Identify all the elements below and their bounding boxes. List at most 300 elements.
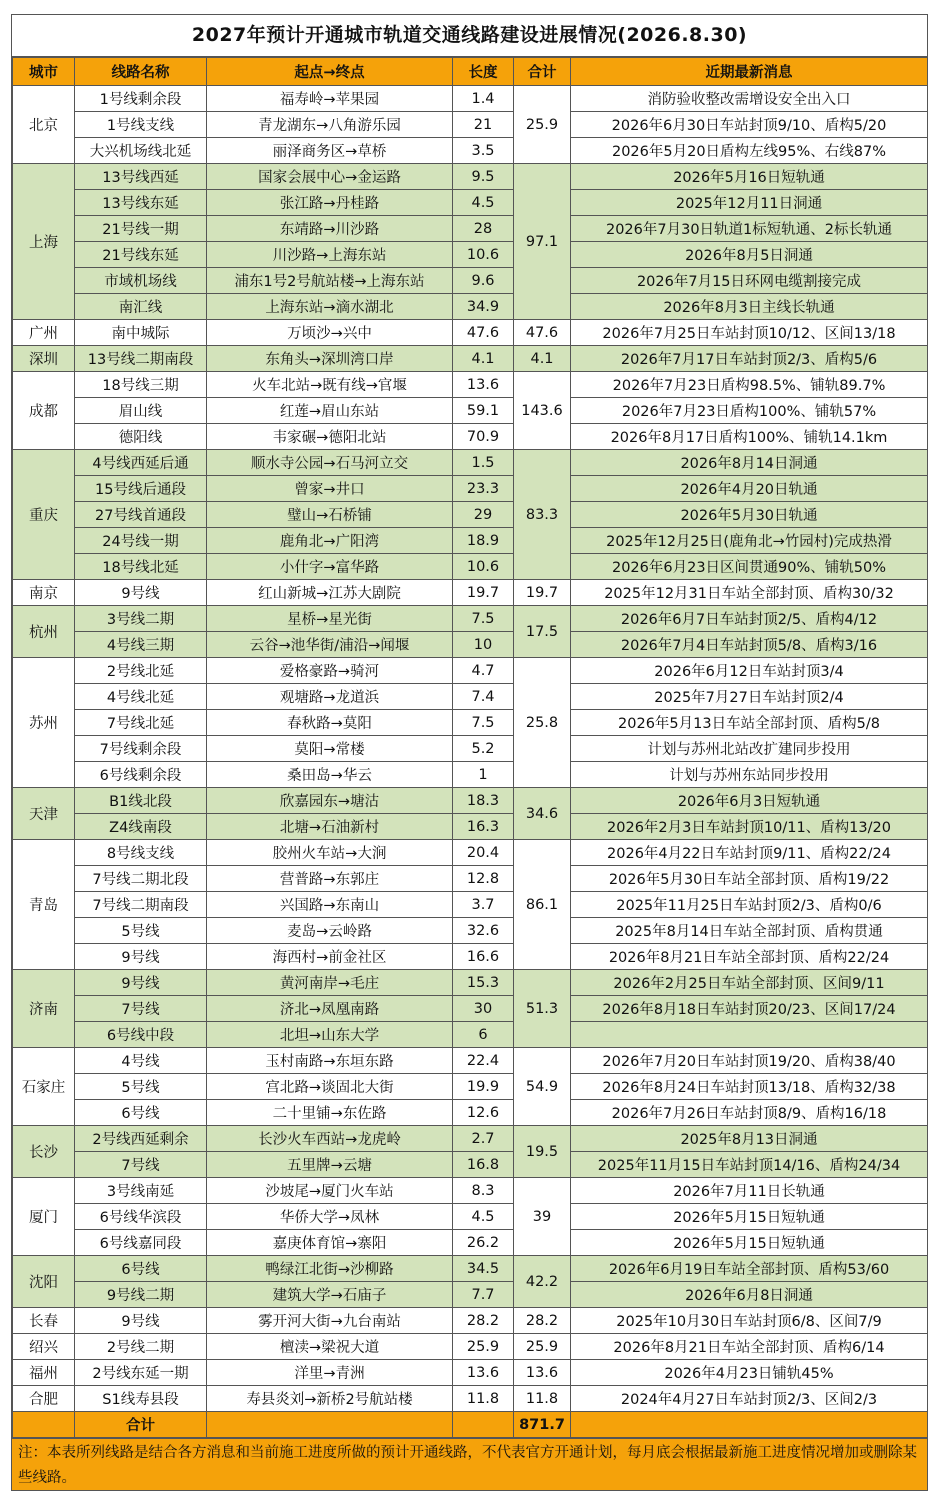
news-cell: 2026年7月20日车站封顶19/20、盾构38/40 — [571, 1048, 928, 1074]
route-cell: 麦岛→云岭路 — [207, 918, 453, 944]
line-name-cell: B1线北段 — [75, 788, 207, 814]
line-name-cell: 9号线二期 — [75, 1282, 207, 1308]
line-name-cell: 21号线东延 — [75, 242, 207, 268]
table-row — [13, 476, 928, 502]
lines-table — [12, 57, 928, 1438]
news-cell: 2026年6月3日短轨通 — [571, 788, 928, 814]
news-cell: 2026年5月13日车站全部封顶、盾构5/8 — [571, 710, 928, 736]
length-cell: 22.4 — [453, 1048, 514, 1074]
length-cell: 10 — [453, 632, 514, 658]
city-cell: 长春 — [13, 1308, 75, 1334]
length-cell: 10.6 — [453, 554, 514, 580]
news-cell: 2026年4月23日铺轨45% — [571, 1360, 928, 1386]
length-cell: 19.9 — [453, 1074, 514, 1100]
line-name-cell: 1号线剩余段 — [75, 86, 207, 112]
line-name-cell: 2号线东延一期 — [75, 1360, 207, 1386]
length-cell: 1.4 — [453, 86, 514, 112]
city-cell: 济南 — [13, 970, 75, 1048]
table-row — [13, 1022, 928, 1048]
city-total-cell: 83.3 — [514, 450, 571, 580]
city-cell: 厦门 — [13, 1178, 75, 1256]
length-cell: 6 — [453, 1022, 514, 1048]
route-cell: 东角头→深圳湾口岸 — [207, 346, 453, 372]
news-cell: 2026年8月14日洞通 — [571, 450, 928, 476]
city-cell: 上海 — [13, 164, 75, 320]
length-cell: 4.5 — [453, 190, 514, 216]
table-row — [13, 190, 928, 216]
table-row — [13, 866, 928, 892]
line-name-cell: 4号线西延后通 — [75, 450, 207, 476]
news-cell: 2025年12月25日(鹿角北→竹园村)完成热滑 — [571, 528, 928, 554]
table-row — [13, 398, 928, 424]
table-row — [13, 1256, 928, 1282]
route-cell: 曾家→井口 — [207, 476, 453, 502]
news-cell: 2026年5月16日短轨通 — [571, 164, 928, 190]
line-name-cell: 6号线嘉同段 — [75, 1230, 207, 1256]
length-cell: 47.6 — [453, 320, 514, 346]
length-cell: 7.7 — [453, 1282, 514, 1308]
line-name-cell: 7号线剩余段 — [75, 736, 207, 762]
table-row — [13, 1230, 928, 1256]
news-cell: 2025年12月31日车站全部封顶、盾构30/32 — [571, 580, 928, 606]
length-cell: 16.8 — [453, 1152, 514, 1178]
route-cell: 鸭绿江北街→沙柳路 — [207, 1256, 453, 1282]
city-cell: 重庆 — [13, 450, 75, 580]
length-cell: 34.9 — [453, 294, 514, 320]
table-row — [13, 606, 928, 632]
line-name-cell: S1线寿县段 — [75, 1386, 207, 1412]
table-row — [13, 112, 928, 138]
city-cell: 合肥 — [13, 1386, 75, 1412]
news-cell: 2025年11月15日车站封顶14/16、盾构24/34 — [571, 1152, 928, 1178]
line-name-cell: 大兴机场线北延 — [75, 138, 207, 164]
line-name-cell: 18号线北延 — [75, 554, 207, 580]
route-cell: 青龙湖东→八角游乐园 — [207, 112, 453, 138]
length-cell: 11.8 — [453, 1386, 514, 1412]
length-cell: 1 — [453, 762, 514, 788]
table-row — [13, 1178, 928, 1204]
table-row — [13, 268, 928, 294]
route-cell: 二十里铺→东佐路 — [207, 1100, 453, 1126]
route-cell: 福寿岭→苹果园 — [207, 86, 453, 112]
news-cell: 2026年7月11日长轨通 — [571, 1178, 928, 1204]
line-name-cell: 1号线支线 — [75, 112, 207, 138]
line-name-cell: 德阳线 — [75, 424, 207, 450]
line-name-cell: 2号线北延 — [75, 658, 207, 684]
col-header-city: 城市 — [13, 58, 75, 86]
route-cell: 欣嘉园东→塘沽 — [207, 788, 453, 814]
line-name-cell: 7号线二期北段 — [75, 866, 207, 892]
city-total-cell: 28.2 — [514, 1308, 571, 1334]
table-row — [13, 814, 928, 840]
news-cell — [571, 1022, 928, 1048]
news-cell: 2026年7月30日轨道1标短轨通、2标长轨通 — [571, 216, 928, 242]
route-cell: 璧山→石桥铺 — [207, 502, 453, 528]
line-name-cell: Z4线南段 — [75, 814, 207, 840]
news-cell: 2026年7月4日车站封顶5/8、盾构3/16 — [571, 632, 928, 658]
table-row — [13, 658, 928, 684]
city-total-cell: 47.6 — [514, 320, 571, 346]
progress-sheet — [11, 14, 928, 1491]
line-name-cell: 眉山线 — [75, 398, 207, 424]
news-cell: 2025年11月25日车站封顶2/3、盾构0/6 — [571, 892, 928, 918]
news-cell: 2026年8月24日车站封顶13/18、盾构32/38 — [571, 1074, 928, 1100]
city-total-cell: 25.9 — [514, 86, 571, 164]
line-name-cell: 13号线西延 — [75, 164, 207, 190]
line-name-cell: 5号线 — [75, 1074, 207, 1100]
route-cell: 星桥→星光街 — [207, 606, 453, 632]
length-cell: 9.5 — [453, 164, 514, 190]
line-name-cell: 2号线二期 — [75, 1334, 207, 1360]
table-row — [13, 216, 928, 242]
grand-total-value: 871.7 — [514, 1412, 571, 1438]
news-cell: 2026年7月26日车站封顶8/9、盾构16/18 — [571, 1100, 928, 1126]
table-row — [13, 242, 928, 268]
length-cell: 5.2 — [453, 736, 514, 762]
route-cell: 桑田岛→华云 — [207, 762, 453, 788]
table-row — [13, 1282, 928, 1308]
line-name-cell: 市域机场线 — [75, 268, 207, 294]
news-cell: 2026年7月25日车站封顶10/12、区间13/18 — [571, 320, 928, 346]
news-cell: 2026年5月20日盾构左线95%、右线87% — [571, 138, 928, 164]
news-cell: 2025年7月27日车站封顶2/4 — [571, 684, 928, 710]
length-cell: 7.5 — [453, 606, 514, 632]
grand-total-spacer — [571, 1412, 928, 1438]
news-cell: 2026年8月21日车站全部封顶、盾构22/24 — [571, 944, 928, 970]
news-cell: 2026年5月15日短轨通 — [571, 1204, 928, 1230]
table-row — [13, 86, 928, 112]
line-name-cell: 7号线 — [75, 996, 207, 1022]
table-row — [13, 346, 928, 372]
table-row — [13, 1386, 928, 1412]
line-name-cell: 9号线 — [75, 944, 207, 970]
length-cell: 59.1 — [453, 398, 514, 424]
table-row — [13, 762, 928, 788]
table-row — [13, 944, 928, 970]
route-cell: 寿县炎刘→新桥2号航站楼 — [207, 1386, 453, 1412]
news-cell: 2026年2月25日车站全部封顶、区间9/11 — [571, 970, 928, 996]
table-row — [13, 320, 928, 346]
route-cell: 沙坡尾→厦门火车站 — [207, 1178, 453, 1204]
route-cell: 红山新城→江苏大剧院 — [207, 580, 453, 606]
news-cell: 2025年10月30日车站封顶6/8、区间7/9 — [571, 1308, 928, 1334]
news-cell: 2026年4月20日轨通 — [571, 476, 928, 502]
city-cell: 福州 — [13, 1360, 75, 1386]
col-header-total: 合计 — [514, 58, 571, 86]
footnote: 注：本表所列线路是结合各方消息和当前施工进度所做的预计开通线路，不代表官方开通计划，每月底会根据最新施工进度情况增加或删除某些线路。 — [12, 1438, 927, 1490]
news-cell: 2026年8月17日盾构100%、铺轨14.1km — [571, 424, 928, 450]
line-name-cell: 6号线中段 — [75, 1022, 207, 1048]
length-cell: 13.6 — [453, 1360, 514, 1386]
length-cell: 3.5 — [453, 138, 514, 164]
length-cell: 30 — [453, 996, 514, 1022]
length-cell: 8.3 — [453, 1178, 514, 1204]
news-cell: 2026年5月15日短轨通 — [571, 1230, 928, 1256]
length-cell: 4.5 — [453, 1204, 514, 1230]
route-cell: 观塘路→龙道浜 — [207, 684, 453, 710]
table-row — [13, 892, 928, 918]
line-name-cell: 2号线西延剩余 — [75, 1126, 207, 1152]
route-cell: 胶州火车站→大涧 — [207, 840, 453, 866]
news-cell: 2026年2月3日车站封顶10/11、盾构13/20 — [571, 814, 928, 840]
line-name-cell: 8号线支线 — [75, 840, 207, 866]
length-cell: 10.6 — [453, 242, 514, 268]
table-row — [13, 1360, 928, 1386]
grand-total-row — [13, 1412, 928, 1438]
city-cell: 成都 — [13, 372, 75, 450]
city-total-cell: 51.3 — [514, 970, 571, 1048]
route-cell: 五里牌→云塘 — [207, 1152, 453, 1178]
news-cell: 计划与苏州北站改扩建同步投用 — [571, 736, 928, 762]
city-cell: 沈阳 — [13, 1256, 75, 1308]
route-cell: 云谷→池华街/浦沿→闻堰 — [207, 632, 453, 658]
line-name-cell: 24号线一期 — [75, 528, 207, 554]
route-cell: 丽泽商务区→草桥 — [207, 138, 453, 164]
length-cell: 16.6 — [453, 944, 514, 970]
page-title: 2027年预计开通城市轨道交通线路建设进展情况(2026.8.30) — [12, 15, 927, 57]
route-cell: 济北→凤凰南路 — [207, 996, 453, 1022]
table-header-row — [13, 58, 928, 86]
news-cell: 2026年6月23日区间贯通90%、铺轨50% — [571, 554, 928, 580]
route-cell: 川沙路→上海东站 — [207, 242, 453, 268]
news-cell: 2026年6月12日车站封顶3/4 — [571, 658, 928, 684]
route-cell: 北塘→石油新村 — [207, 814, 453, 840]
length-cell: 9.6 — [453, 268, 514, 294]
table-row — [13, 1204, 928, 1230]
route-cell: 嘉庚体育馆→寨阳 — [207, 1230, 453, 1256]
line-name-cell: 6号线 — [75, 1100, 207, 1126]
line-name-cell: 7号线二期南段 — [75, 892, 207, 918]
length-cell: 21 — [453, 112, 514, 138]
col-header-line: 线路名称 — [75, 58, 207, 86]
route-cell: 红莲→眉山东站 — [207, 398, 453, 424]
length-cell: 12.6 — [453, 1100, 514, 1126]
city-total-cell: 34.6 — [514, 788, 571, 840]
route-cell: 檀渎→梁祝大道 — [207, 1334, 453, 1360]
route-cell: 玉村南路→东垣东路 — [207, 1048, 453, 1074]
table-row — [13, 684, 928, 710]
length-cell: 2.7 — [453, 1126, 514, 1152]
line-name-cell: 15号线后通段 — [75, 476, 207, 502]
line-name-cell: 27号线首通段 — [75, 502, 207, 528]
grand-total-spacer — [453, 1412, 514, 1438]
table-row — [13, 840, 928, 866]
route-cell: 张江路→丹桂路 — [207, 190, 453, 216]
news-cell: 2026年7月17日车站封顶2/3、盾构5/6 — [571, 346, 928, 372]
news-cell: 2026年4月22日车站封顶9/11、盾构22/24 — [571, 840, 928, 866]
length-cell: 26.2 — [453, 1230, 514, 1256]
table-row — [13, 1048, 928, 1074]
length-cell: 4.7 — [453, 658, 514, 684]
col-header-route: 起点→终点 — [207, 58, 453, 86]
news-cell: 2026年7月15日环网电缆割接完成 — [571, 268, 928, 294]
line-name-cell: 4号线北延 — [75, 684, 207, 710]
length-cell: 15.3 — [453, 970, 514, 996]
line-name-cell: 21号线一期 — [75, 216, 207, 242]
length-cell: 12.8 — [453, 866, 514, 892]
route-cell: 春秋路→莫阳 — [207, 710, 453, 736]
table-row — [13, 1074, 928, 1100]
lines-table-body — [13, 58, 928, 1438]
line-name-cell: 4号线 — [75, 1048, 207, 1074]
table-row — [13, 450, 928, 476]
table-row — [13, 710, 928, 736]
route-cell: 火车北站→既有线→官堰 — [207, 372, 453, 398]
city-total-cell: 54.9 — [514, 1048, 571, 1126]
table-row — [13, 996, 928, 1022]
line-name-cell: 南中城际 — [75, 320, 207, 346]
length-cell: 20.4 — [453, 840, 514, 866]
route-cell: 上海东站→滴水湖北 — [207, 294, 453, 320]
route-cell: 华侨大学→凤林 — [207, 1204, 453, 1230]
news-cell: 2025年12月11日洞通 — [571, 190, 928, 216]
city-total-cell: 42.2 — [514, 1256, 571, 1308]
line-name-cell: 18号线三期 — [75, 372, 207, 398]
table-row — [13, 918, 928, 944]
news-cell: 2026年8月3日主线长轨通 — [571, 294, 928, 320]
line-name-cell: 3号线二期 — [75, 606, 207, 632]
route-cell: 顺水寺公园→石马河立交 — [207, 450, 453, 476]
news-cell: 2025年8月14日车站全部封顶、盾构贯通 — [571, 918, 928, 944]
table-row — [13, 554, 928, 580]
city-total-cell: 86.1 — [514, 840, 571, 970]
city-cell: 石家庄 — [13, 1048, 75, 1126]
length-cell: 25.9 — [453, 1334, 514, 1360]
table-row — [13, 1100, 928, 1126]
length-cell: 34.5 — [453, 1256, 514, 1282]
line-name-cell: 6号线剩余段 — [75, 762, 207, 788]
city-total-cell: 25.9 — [514, 1334, 571, 1360]
city-cell: 深圳 — [13, 346, 75, 372]
line-name-cell: 9号线 — [75, 580, 207, 606]
city-cell: 青岛 — [13, 840, 75, 970]
table-row — [13, 1334, 928, 1360]
news-cell: 2026年6月19日车站全部封顶、盾构53/60 — [571, 1256, 928, 1282]
news-cell: 2026年5月30日车站全部封顶、盾构19/22 — [571, 866, 928, 892]
length-cell: 4.1 — [453, 346, 514, 372]
route-cell: 浦东1号2号航站楼→上海东站 — [207, 268, 453, 294]
route-cell: 莫阳→常楼 — [207, 736, 453, 762]
news-cell: 2026年7月23日盾构100%、铺轨57% — [571, 398, 928, 424]
line-name-cell: 13号线东延 — [75, 190, 207, 216]
line-name-cell: 13号线二期南段 — [75, 346, 207, 372]
table-row — [13, 788, 928, 814]
route-cell: 鹿角北→广阳湾 — [207, 528, 453, 554]
route-cell: 小什字→富华路 — [207, 554, 453, 580]
news-cell: 2026年5月30日轨通 — [571, 502, 928, 528]
news-cell: 2024年4月27日车站封顶2/3、区间2/3 — [571, 1386, 928, 1412]
length-cell: 18.3 — [453, 788, 514, 814]
table-row — [13, 528, 928, 554]
table-row — [13, 1126, 928, 1152]
line-name-cell: 7号线北延 — [75, 710, 207, 736]
length-cell: 7.4 — [453, 684, 514, 710]
line-name-cell: 5号线 — [75, 918, 207, 944]
news-cell: 2025年8月13日洞通 — [571, 1126, 928, 1152]
length-cell: 28.2 — [453, 1308, 514, 1334]
line-name-cell: 4号线三期 — [75, 632, 207, 658]
table-row — [13, 970, 928, 996]
news-cell: 消防验收整改需增设安全出入口 — [571, 86, 928, 112]
city-total-cell: 25.8 — [514, 658, 571, 788]
route-cell: 黄河南岸→毛庄 — [207, 970, 453, 996]
table-row — [13, 580, 928, 606]
line-name-cell: 9号线 — [75, 970, 207, 996]
route-cell: 北坦→山东大学 — [207, 1022, 453, 1048]
city-total-cell: 97.1 — [514, 164, 571, 320]
route-cell: 建筑大学→石庙子 — [207, 1282, 453, 1308]
route-cell: 海西村→前金社区 — [207, 944, 453, 970]
city-cell: 天津 — [13, 788, 75, 840]
route-cell: 宫北路→谈固北大街 — [207, 1074, 453, 1100]
city-total-cell: 13.6 — [514, 1360, 571, 1386]
table-row — [13, 424, 928, 450]
table-row — [13, 372, 928, 398]
table-row — [13, 502, 928, 528]
length-cell: 28 — [453, 216, 514, 242]
length-cell: 3.7 — [453, 892, 514, 918]
city-cell: 绍兴 — [13, 1334, 75, 1360]
line-name-cell: 7号线 — [75, 1152, 207, 1178]
length-cell: 7.5 — [453, 710, 514, 736]
city-total-cell: 19.7 — [514, 580, 571, 606]
city-cell: 杭州 — [13, 606, 75, 658]
length-cell: 1.5 — [453, 450, 514, 476]
line-name-cell: 9号线 — [75, 1308, 207, 1334]
length-cell: 70.9 — [453, 424, 514, 450]
route-cell: 雾开河大街→九台南站 — [207, 1308, 453, 1334]
line-name-cell: 6号线华滨段 — [75, 1204, 207, 1230]
route-cell: 营普路→东郭庄 — [207, 866, 453, 892]
grand-total-spacer — [207, 1412, 453, 1438]
col-header-news: 近期最新消息 — [571, 58, 928, 86]
length-cell: 19.7 — [453, 580, 514, 606]
city-total-cell: 143.6 — [514, 372, 571, 450]
col-header-length: 长度 — [453, 58, 514, 86]
city-cell: 南京 — [13, 580, 75, 606]
news-cell: 2026年6月30日车站封顶9/10、盾构5/20 — [571, 112, 928, 138]
city-cell: 苏州 — [13, 658, 75, 788]
route-cell: 东靖路→川沙路 — [207, 216, 453, 242]
table-row — [13, 736, 928, 762]
news-cell: 2026年8月18日车站封顶20/23、区间17/24 — [571, 996, 928, 1022]
route-cell: 韦家碾→德阳北站 — [207, 424, 453, 450]
line-name-cell: 3号线南延 — [75, 1178, 207, 1204]
route-cell: 爱格豪路→骑河 — [207, 658, 453, 684]
route-cell: 国家会展中心→金运路 — [207, 164, 453, 190]
grand-total-label: 合计 — [75, 1412, 207, 1438]
news-cell: 2026年6月7日车站封顶2/5、盾构4/12 — [571, 606, 928, 632]
news-cell: 2026年8月21日车站全部封顶、盾构6/14 — [571, 1334, 928, 1360]
grand-total-spacer — [13, 1412, 75, 1438]
city-total-cell: 17.5 — [514, 606, 571, 658]
route-cell: 万顷沙→兴中 — [207, 320, 453, 346]
line-name-cell: 6号线 — [75, 1256, 207, 1282]
length-cell: 29 — [453, 502, 514, 528]
table-row — [13, 164, 928, 190]
city-total-cell: 4.1 — [514, 346, 571, 372]
news-cell: 2026年7月23日盾构98.5%、铺轨89.7% — [571, 372, 928, 398]
city-cell: 北京 — [13, 86, 75, 164]
length-cell: 23.3 — [453, 476, 514, 502]
table-row — [13, 1152, 928, 1178]
length-cell: 32.6 — [453, 918, 514, 944]
route-cell: 长沙火车西站→龙虎岭 — [207, 1126, 453, 1152]
line-name-cell: 南汇线 — [75, 294, 207, 320]
news-cell: 2026年6月8日洞通 — [571, 1282, 928, 1308]
city-total-cell: 19.5 — [514, 1126, 571, 1178]
table-row — [13, 632, 928, 658]
